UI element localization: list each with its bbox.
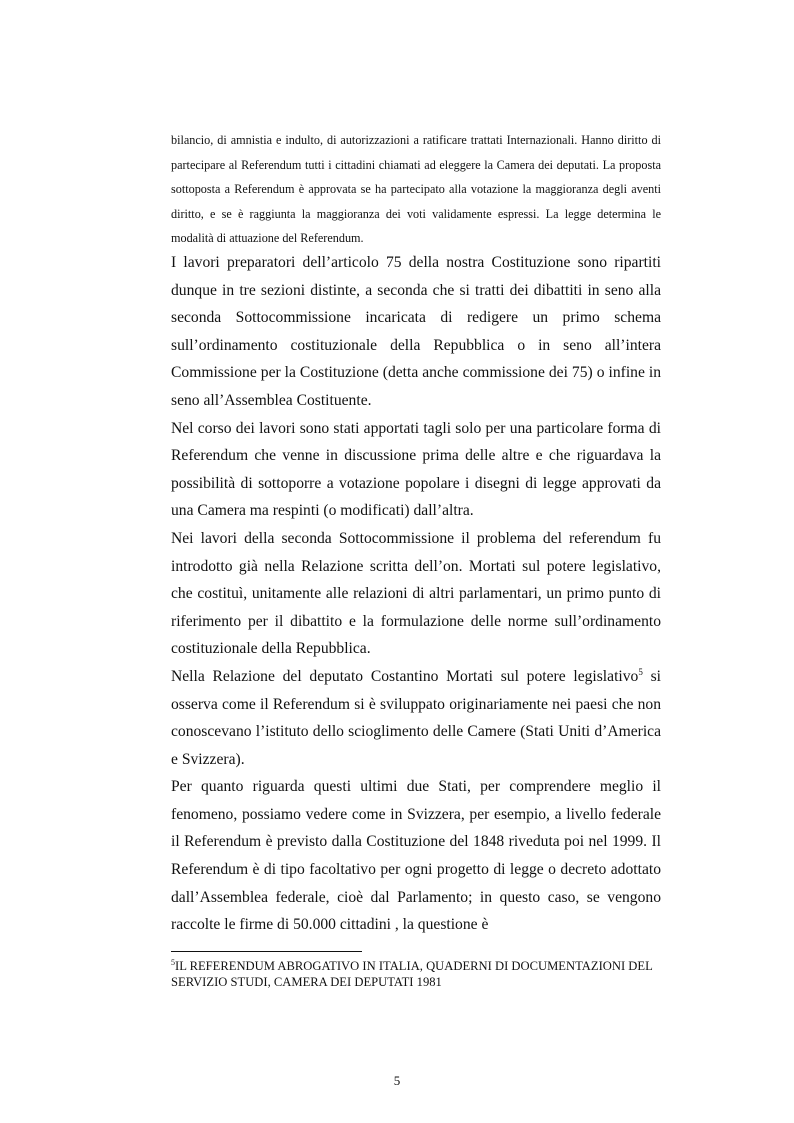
paragraph-switzerland: Per quanto riguarda questi ultimi due Stati, per comprendere meglio il fenomeno, possiamo vedere come in Svizzera, per esempio, a livello federale il Referendum è previsto dalla Costituzione del 1848 riveduta poi nel 1999. Il Referendum è di tipo facoltativo per ogni progetto di legge o decreto adottato dall’Assemblea federale, cioè dal Parlamento; in questo caso, se vengono raccolte le firme di 50.000 cittadini , la questione è (171, 778, 661, 934)
page-number: 5 (393, 1073, 401, 1088)
footnote-reference: 5 (638, 666, 643, 677)
paragraph-mortati-report-start: Nella Relazione del deputato Costantino Mortati sul potere legislativo (171, 667, 639, 685)
footnote-text: IL REFERENDUM ABROGATIVO IN ITALIA, QUADERNI DI DOCUMENTAZIONI DEL SERVIZIO STUDI, CAMERA DEI DEPUTATI 1981 (171, 959, 653, 989)
footnote-number: 5 (171, 957, 175, 967)
paragraph-mortati-report (171, 663, 661, 773)
paragraph-mortati-report-end: si osserva come il Referendum si è sviluppato originariamente nei paesi che non conoscevano l’istituto dello scioglimento delle Camere (Stati Uniti d’America e Svizzera). (171, 667, 661, 768)
body-text (171, 249, 661, 939)
paragraph-subcommission: Nei lavori della seconda Sottocommissione il problema del referendum fu introdotto già nella Relazione scritta dell’on. Mortati sul potere legislativo, che costituì, unitamente alle relazioni di altri parlamentari, un primo punto di riferimento per il dibattito e la formulazione delle norme sull’ordinamento costituzionale della Repubblica. (171, 529, 661, 658)
footnote (171, 958, 666, 990)
paragraph-preparatory-works: I lavori preparatori dell’articolo 75 della nostra Costituzione sono ripartiti dunque in tre sezioni distinte, a seconda che si tratti dei dibattiti in seno alla seconda Sottocommissione incaricata di redigere un primo schema sull’ordinamento costituzionale della Repubblica o in seno all’intera Commissione per la Costituzione (detta anche commissione dei 75) o infine in seno all’Assemblea Costituente. (171, 254, 661, 409)
quoted-article-text: bilancio, di amnistia e indulto, di autorizzazioni a ratificare trattati Internazionali. Hanno diritto di partecipare al Referendum tutti i cittadini chiamati ad eleggere la Camera dei deputati. La proposta sottoposta a Referendum è approvata se ha partecipato alla votazione la maggioranza degli aventi diritto, e se è raggiunta la maggioranza dei voti validamente espressi. La legge determina le modalità di attuazione del Referendum. (171, 133, 661, 245)
footnote-separator (171, 951, 362, 952)
paragraph-cuts: Nel corso dei lavori sono stati apportati tagli solo per una particolare forma di Referendum che venne in discussione prima delle altre e che riguardava la possibilità di sottoporre a votazione popolare i disegni di legge approvati da una Camera ma respinti (o modificati) dall’altra. (171, 419, 661, 520)
